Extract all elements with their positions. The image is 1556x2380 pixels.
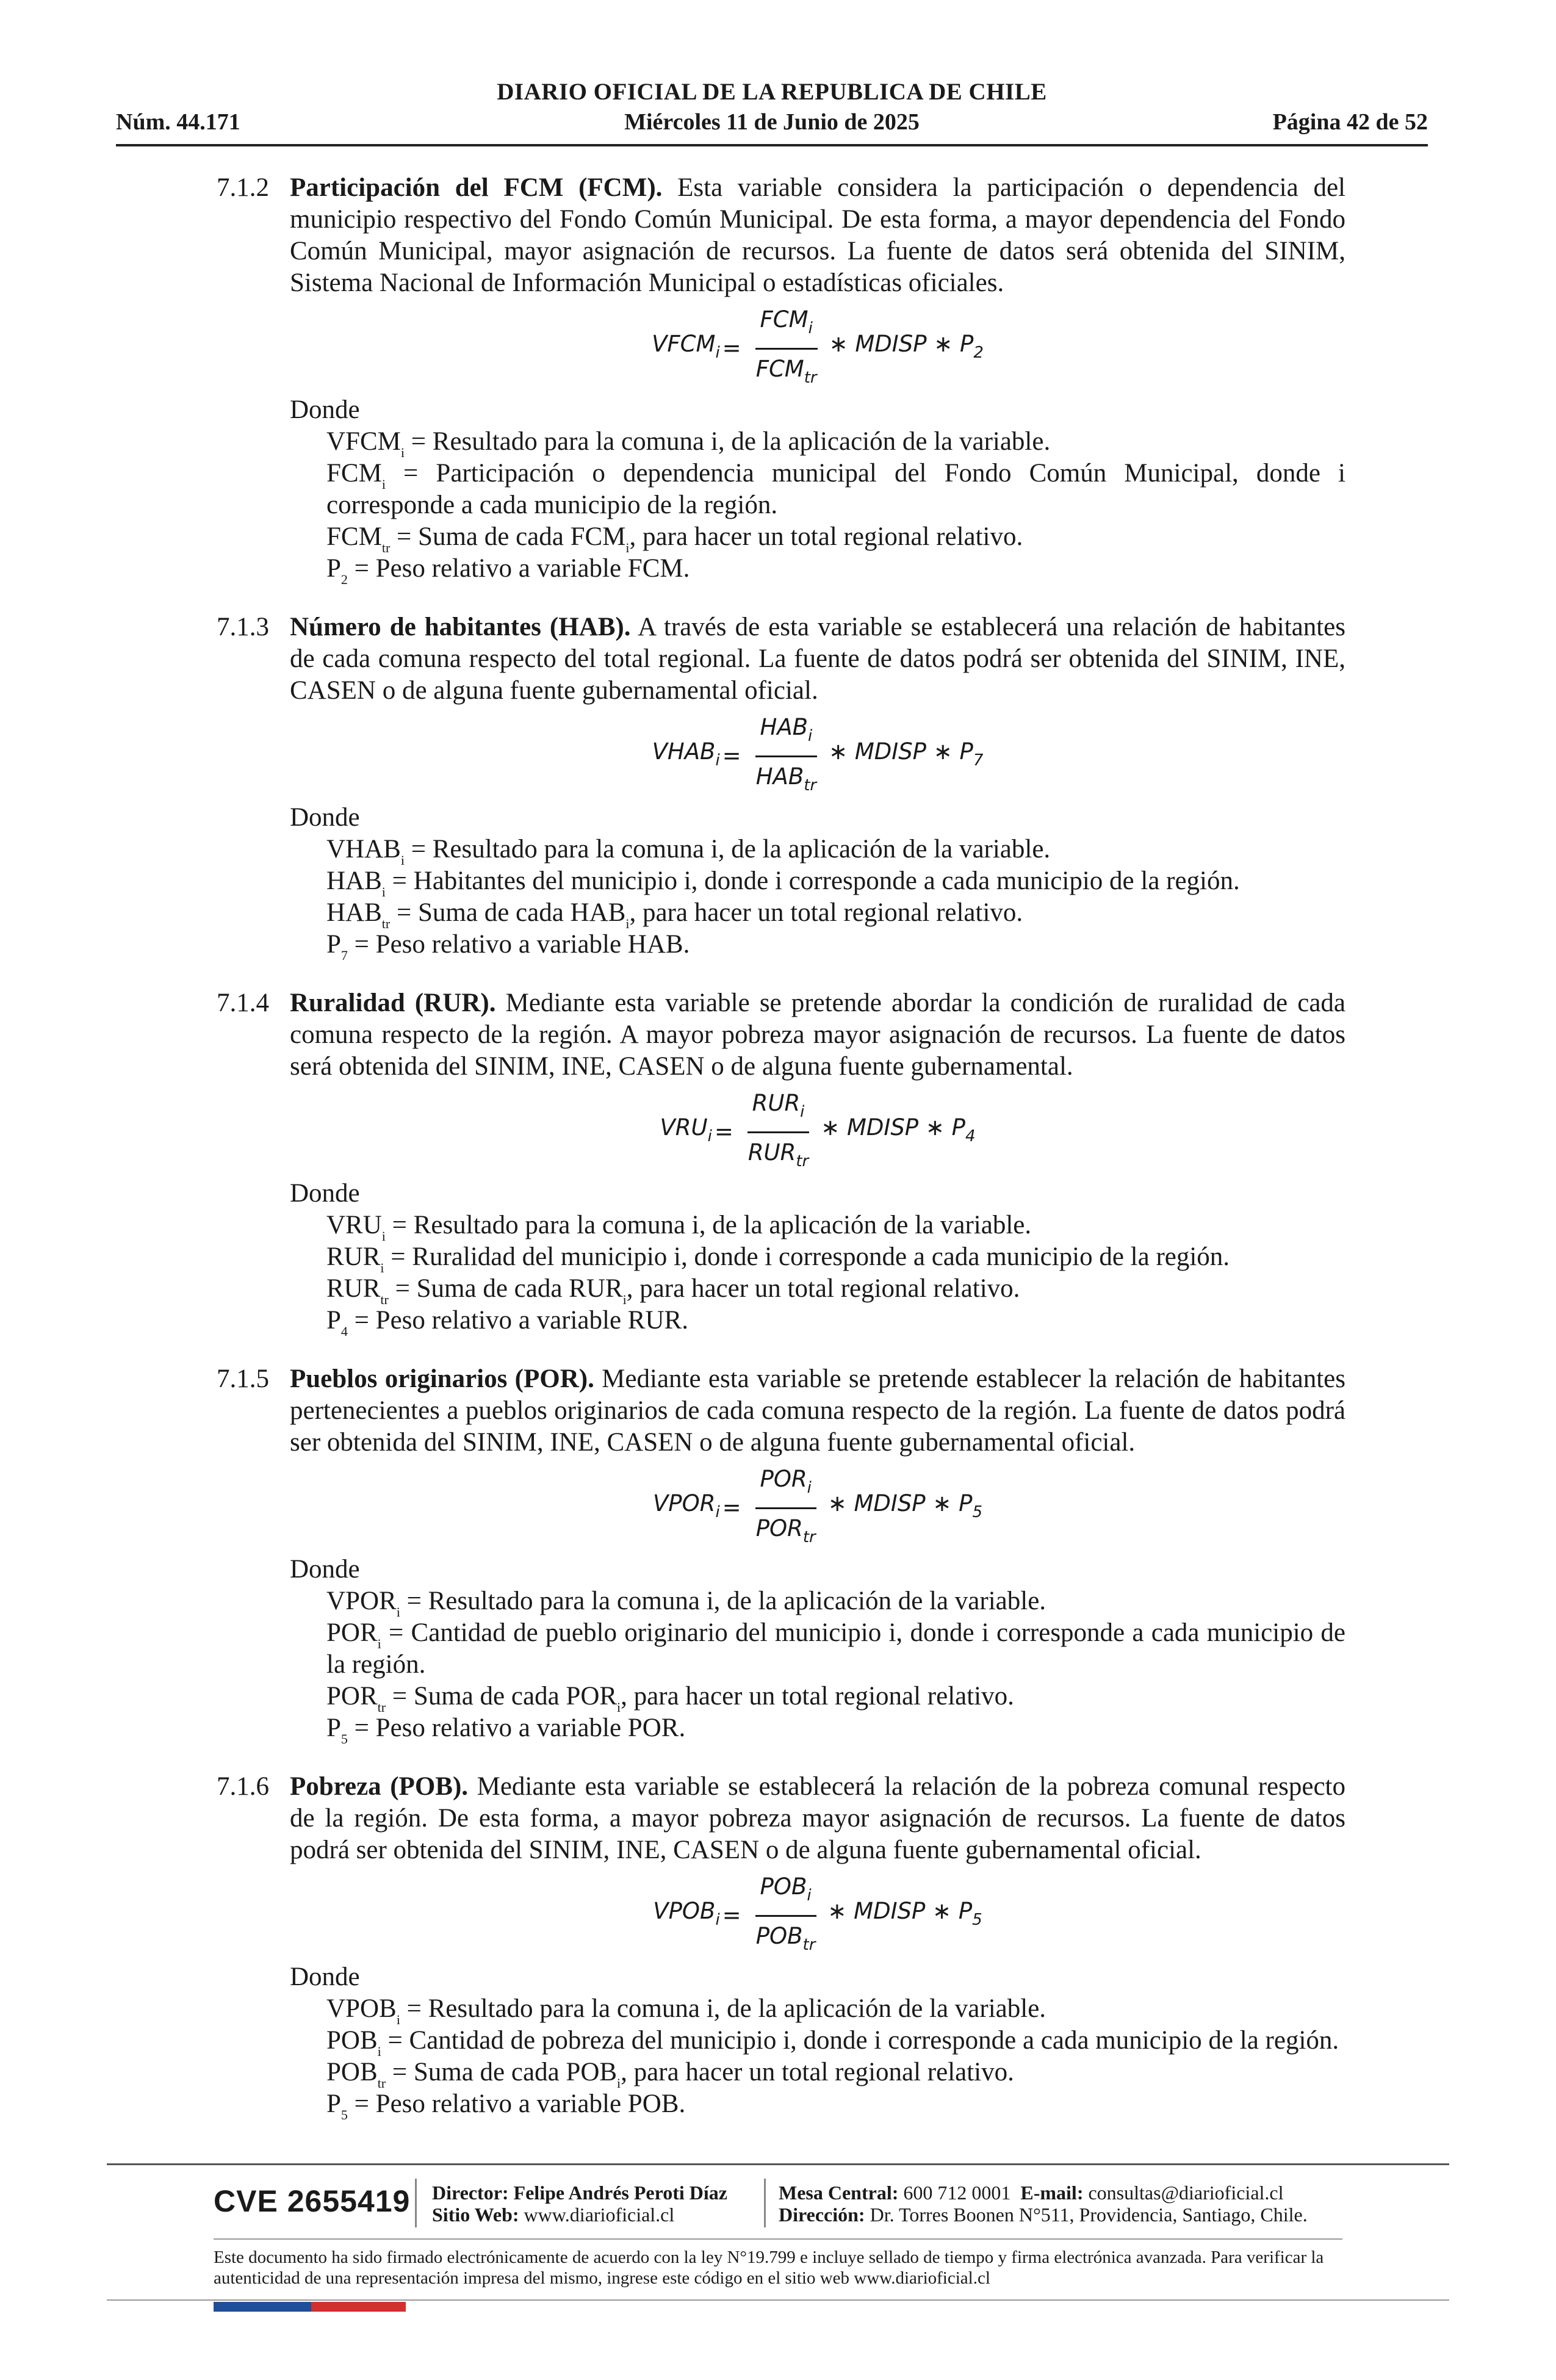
definition-list — [290, 1210, 1345, 1339]
denominator-subscript: tr — [804, 368, 817, 387]
numerator-symbol: RUR — [752, 1089, 801, 1116]
definition-subscript: tr — [381, 540, 391, 555]
formula-rhs — [828, 1488, 982, 1528]
definition-symbol: P — [326, 930, 341, 959]
definition-text: = Suma de cada HAB — [390, 898, 626, 927]
definition-symbol: POR — [326, 1618, 378, 1647]
section-title: Número de habitantes (HAB). — [290, 613, 631, 641]
document-body — [217, 172, 1345, 2147]
definition-text: = Cantidad de pueblo originario del municipio i, donde i corresponde a cada municipio de la región. — [326, 1618, 1345, 1679]
web-link[interactable]: www.diarioficial.cl — [524, 2204, 675, 2226]
formula-fraction — [751, 1463, 821, 1553]
definition-item — [326, 1585, 1345, 1620]
definition-text: = Peso relativo a variable FCM. — [347, 554, 690, 583]
denominator-subscript: tr — [802, 1935, 816, 1954]
section-paragraph — [290, 611, 1345, 707]
formula-rhs-terms: ∗ MDISP ∗ P — [821, 1114, 965, 1141]
section-number: 7.1.2 — [217, 173, 269, 202]
footer-contact-block — [779, 2182, 1308, 2226]
mesa-label: Mesa Central: — [779, 2182, 899, 2204]
formula — [290, 1086, 1345, 1178]
numerator-subscript: i — [808, 319, 813, 337]
section-7-1-6 — [217, 1771, 1345, 2120]
definition-text: = Peso relativo a variable POB. — [347, 2090, 686, 2118]
section-title: Pobreza (POB). — [290, 1772, 469, 1801]
mesa-phone: 600 712 0001 — [903, 2182, 1011, 2204]
formula-rhs-subscript: 5 — [972, 1503, 983, 1521]
definition-symbol: P — [326, 554, 341, 583]
definition-item — [326, 1993, 1345, 2025]
definition-text: = Resultado para la comuna i, de la aplicación de la variable. — [400, 1994, 1046, 2023]
numerator-subscript: i — [808, 726, 813, 745]
address-label: Dirección: — [779, 2204, 865, 2226]
denominator-subscript: tr — [804, 776, 817, 795]
definition-symbol: RUR — [326, 1274, 381, 1303]
formula-lhs-subscript: i — [707, 1127, 712, 1145]
web-label: Sitio Web: — [432, 2204, 519, 2226]
definition-text: = Suma de cada POR — [386, 1682, 618, 1711]
section-title: Ruralidad (RUR). — [290, 989, 496, 1017]
section-7-1-5 — [217, 1363, 1345, 1747]
definition-item — [326, 426, 1345, 458]
page-number: Página 42 de 52 — [1272, 109, 1428, 135]
formula-numerator — [755, 304, 818, 350]
flag-stripe-blue — [214, 2302, 311, 2312]
definition-symbol: VPOR — [326, 1587, 397, 1615]
section-paragraph — [290, 987, 1345, 1083]
page-header — [116, 73, 1428, 146]
definition-subscript: tr — [381, 916, 391, 931]
formula-lhs-symbol: VPOB — [653, 1898, 716, 1924]
numerator-symbol: POR — [760, 1465, 807, 1492]
definition-subscript: i — [625, 540, 630, 555]
definition-item — [326, 1210, 1345, 1244]
numerator-subscript: i — [807, 1886, 812, 1905]
definition-item — [326, 1273, 1345, 1305]
definition-text: = Resultado para la comuna i, de la aplicación de la variable. — [400, 1587, 1046, 1615]
formula-numerator — [755, 1871, 816, 1917]
denominator-symbol: POR — [755, 1515, 803, 1542]
definition-item — [326, 865, 1345, 900]
denominator-symbol: FCM — [755, 355, 804, 382]
definition-text: = Suma de cada RUR — [388, 1274, 623, 1303]
formula-rhs-terms: ∗ MDISP ∗ P — [829, 331, 974, 357]
definition-text: = Resultado para la comuna i, de la aplicación de la variable. — [404, 835, 1051, 864]
definition-item — [326, 2088, 1345, 2120]
formula-rhs-subscript: 2 — [973, 344, 984, 362]
definition-subscript: i — [625, 916, 630, 931]
definition-symbol: HAB — [326, 898, 382, 927]
formula-rhs-subscript: 4 — [965, 1127, 976, 1145]
definition-text: = Cantidad de pobreza del municipio i, donde i corresponde a cada municipio de la región. — [381, 2026, 1339, 2055]
definition-item — [326, 521, 1345, 553]
definition-item — [326, 2057, 1345, 2091]
definition-symbol: POR — [326, 1682, 378, 1711]
formula-lhs-symbol: VHAB — [652, 738, 716, 765]
formula-denominator — [751, 757, 821, 801]
flag-stripe-red — [311, 2302, 406, 2312]
section-number: 7.1.3 — [217, 613, 269, 641]
formula-lhs-symbol: VRU — [660, 1114, 708, 1141]
bottom-divider — [107, 2299, 1449, 2301]
definition-item — [326, 1681, 1345, 1715]
definition-subscript: i — [381, 477, 386, 492]
definition-item — [326, 897, 1345, 929]
footer-director-block — [432, 2182, 727, 2226]
director-name: Felipe Andrés Peroti Díaz — [513, 2182, 727, 2204]
formula-lhs — [652, 736, 720, 776]
definition-item — [326, 929, 1345, 961]
formula-lhs-subscript: i — [715, 751, 720, 770]
formula-numerator — [755, 712, 818, 757]
definition-subscript: i — [377, 2044, 381, 2059]
definition-subscript: tr — [377, 1700, 386, 1715]
formula-numerator — [747, 1087, 810, 1133]
section-paragraph — [290, 1771, 1345, 1866]
definition-subscript: 7 — [340, 948, 348, 963]
formula-fraction — [743, 1087, 813, 1177]
definition-symbol: VRU — [326, 1211, 382, 1239]
numerator-symbol: FCM — [760, 306, 809, 333]
formula-lhs-symbol: VPOR — [652, 1490, 716, 1516]
formula-rhs — [829, 328, 984, 369]
definition-symbol: POB — [326, 2026, 378, 2055]
denominator-symbol: POB — [755, 1922, 803, 1949]
donde-label: Donde — [290, 803, 360, 832]
definition-text: = Suma de cada FCM — [390, 522, 626, 551]
formula — [290, 1462, 1345, 1554]
definition-subscript: i — [617, 1700, 621, 1715]
definition-symbol: VHAB — [326, 835, 401, 864]
formula-lhs — [652, 328, 720, 369]
formula-lhs-subscript: i — [715, 1911, 720, 1929]
formula-equals: = — [722, 1495, 741, 1521]
definition-subscript: 4 — [340, 1324, 348, 1339]
section-text: A través de esta variable se establecerá una relación de habitantes de cada comuna respecto del total regional. La fuente de datos podrá ser obtenida del SINIM, INE, CASEN o de alguna fuente gubernamental oficial. — [290, 613, 1345, 705]
definition-subscript: 5 — [340, 2107, 348, 2122]
definition-symbol: P — [326, 1714, 341, 1742]
definition-symbol: FCM — [326, 522, 382, 551]
section-7-1-3 — [217, 611, 1345, 961]
definition-symbol: FCM — [326, 459, 382, 488]
section-number: 7.1.4 — [217, 989, 269, 1017]
formula-fraction — [751, 712, 821, 801]
issue-number: Núm. 44.171 — [116, 109, 240, 135]
legal-notice: Este documento ha sido firmado electrónicamente de acuerdo con la ley N°19.799 e incluye sellado de tiempo y firma electrónica avanzada. Para verificar la autenticidad de una representación impresa del mismo, ingrese este código en el sitio web www.diarioficial.cl — [214, 2248, 1324, 2288]
definition-subscript: i — [400, 853, 405, 868]
definition-text: = Peso relativo a variable HAB. — [347, 930, 690, 959]
denominator-symbol: HAB — [755, 763, 804, 790]
donde-label: Donde — [290, 395, 360, 424]
denominator-symbol: RUR — [747, 1139, 796, 1166]
formula-rhs — [821, 1112, 975, 1152]
definition-text: = Resultado para la comuna i, de la aplicación de la variable. — [405, 427, 1051, 456]
definition-subscript: tr — [377, 2075, 386, 2091]
definition-item — [326, 2025, 1345, 2057]
formula-denominator — [751, 1509, 821, 1553]
formula-equals: = — [722, 1902, 741, 1928]
formula-rhs-subscript: 5 — [972, 1911, 982, 1929]
formula-lhs — [660, 1112, 711, 1152]
definition-subscript: i — [377, 1636, 381, 1651]
footer-divider-secondary — [214, 2238, 1342, 2240]
formula-rhs-terms: ∗ MDISP ∗ P — [827, 1898, 973, 1924]
formula-lhs-subscript: i — [715, 344, 720, 362]
section-text: Mediante esta variable se pretende establecer la relación de habitantes pertenecientes a pueblos originarios de cada comuna respecto de la región. La fuente de datos podrá ser obtenida del SINIM, INE, CASEN o de alguna fuente gubernamental oficial. — [290, 1365, 1345, 1457]
formula-numerator — [755, 1463, 816, 1509]
definition-list — [290, 426, 1345, 585]
footer-separator — [764, 2179, 766, 2227]
definition-text: , para hacer un total regional relativo. — [626, 1274, 1020, 1303]
newspaper-title: DIARIO OFICIAL DE LA REPUBLICA DE CHILE — [497, 79, 1047, 105]
definition-symbol: RUR — [326, 1242, 381, 1271]
cve-code: CVE 2655419 — [214, 2184, 411, 2218]
formula-lhs-subscript: i — [715, 1503, 720, 1521]
definition-text: , para hacer un total regional relativo. — [621, 2058, 1014, 2086]
section-paragraph — [290, 1363, 1345, 1459]
definition-text: , para hacer un total regional relativo. — [629, 522, 1023, 551]
section-text: Esta variable considera la participación o dependencia del municipio respectivo del Fondo Común Municipal. De esta forma, a mayor dependencia del Fondo Común Municipal, mayor asignación de recursos. La fuente de datos será obtenida del SINIM, Sistema Nacional de Información Municipal o estadísticas oficiales. — [290, 173, 1345, 297]
definition-subscript: 2 — [340, 572, 348, 587]
footer-divider — [107, 2163, 1449, 2165]
definition-subscript: 5 — [340, 1731, 348, 1747]
section-7-1-4 — [217, 987, 1345, 1339]
director-label: Director: — [432, 2182, 509, 2204]
definition-subscript: i — [622, 1292, 627, 1307]
definition-subscript: i — [396, 2012, 400, 2027]
section-paragraph — [290, 172, 1345, 299]
definition-text: = Habitantes del municipio i, donde i corresponde a cada municipio de la región. — [385, 867, 1240, 895]
numerator-subscript: i — [807, 1478, 812, 1497]
formula-equals: = — [722, 335, 741, 361]
formula-equals: = — [722, 743, 741, 769]
issue-date: Miércoles 11 de Junio de 2025 — [624, 109, 920, 135]
definition-text: , para hacer un total regional relativo. — [629, 898, 1023, 927]
donde-label: Donde — [290, 1179, 360, 1208]
definition-symbol: P — [326, 2090, 341, 2118]
definition-item — [326, 1712, 1345, 1747]
definition-text: = Peso relativo a variable RUR. — [347, 1306, 688, 1335]
footer-separator — [415, 2179, 417, 2227]
formula — [290, 303, 1345, 394]
definition-text: = Peso relativo a variable POR. — [347, 1714, 686, 1742]
definition-subscript: tr — [380, 1292, 389, 1307]
donde-label: Donde — [290, 1555, 360, 1584]
definition-list — [290, 1585, 1345, 1747]
formula-rhs-terms: ∗ MDISP ∗ P — [829, 738, 973, 765]
formula-rhs — [827, 1895, 982, 1936]
denominator-subscript: tr — [796, 1152, 809, 1170]
section-text: Mediante esta variable se pretende abordar la condición de ruralidad de cada comuna respecto de la región. A mayor pobreza mayor asignación de recursos. La fuente de datos será obtenida del SINIM, INE, CASEN o de alguna fuente gubernamental. — [290, 989, 1345, 1081]
formula-denominator — [751, 350, 822, 394]
address: Dr. Torres Boonen N°511, Providencia, Santiago, Chile. — [870, 2204, 1308, 2226]
formula — [290, 1870, 1345, 1961]
numerator-symbol: POB — [760, 1873, 807, 1900]
formula-lhs-symbol: VFCM — [652, 331, 716, 357]
formula-denominator — [751, 1917, 821, 1961]
formula — [290, 710, 1345, 802]
section-number: 7.1.5 — [217, 1365, 269, 1393]
definition-text: = Ruralidad del municipio i, donde i corresponde a cada municipio de la región. — [384, 1242, 1230, 1271]
formula-lhs — [653, 1488, 720, 1528]
numerator-subscript: i — [800, 1102, 805, 1121]
definition-symbol: P — [326, 1306, 341, 1335]
section-title: Participación del FCM (FCM). — [290, 173, 663, 202]
definition-item — [326, 834, 1345, 868]
section-number: 7.1.6 — [217, 1772, 269, 1801]
numerator-symbol: HAB — [760, 713, 809, 740]
email-link[interactable]: consultas@diarioficial.cl — [1088, 2182, 1284, 2204]
denominator-subscript: tr — [802, 1527, 816, 1546]
formula-rhs — [829, 736, 983, 776]
definition-text: = Resultado para la comuna i, de la aplicación de la variable. — [385, 1211, 1032, 1239]
definition-symbol: VPOB — [326, 1994, 397, 2023]
definition-item — [326, 1241, 1345, 1273]
email-label: E-mail: — [1020, 2182, 1084, 2204]
definition-item — [326, 1617, 1345, 1681]
section-title: Pueblos originarios (POR). — [290, 1365, 594, 1393]
definition-symbol: VFCM — [326, 427, 401, 456]
definition-subscript: i — [381, 1228, 386, 1244]
formula-denominator — [743, 1133, 813, 1177]
definition-text: = Participación o dependencia municipal del Fondo Común Municipal, donde i corresponde a cada municipio de la región. — [326, 459, 1345, 519]
formula-fraction — [751, 1871, 821, 1961]
definition-list — [290, 1993, 1345, 2120]
definition-item — [326, 458, 1345, 521]
formula-lhs — [653, 1895, 719, 1936]
definition-subscript: i — [380, 1260, 384, 1275]
definition-list — [290, 834, 1345, 961]
donde-label: Donde — [290, 1963, 360, 1991]
definition-subscript: i — [400, 445, 405, 460]
definition-symbol: POB — [326, 2058, 378, 2086]
section-7-1-2 — [217, 172, 1345, 585]
definition-text: , para hacer un total regional relativo. — [621, 1682, 1014, 1711]
definition-subscript: i — [617, 2075, 621, 2091]
definition-subscript: i — [381, 884, 386, 900]
definition-symbol: HAB — [326, 867, 382, 895]
formula-fraction — [751, 304, 822, 394]
definition-item — [326, 553, 1345, 585]
section-text: Mediante esta variable se establecerá la relación de la pobreza comunal respecto de la región. De esta forma, a mayor pobreza mayor asignación de recursos. La fuente de datos podrá ser obtenida del SINIM, INE, CASEN o de alguna fuente gubernamental oficial. — [290, 1772, 1345, 1864]
formula-rhs-terms: ∗ MDISP ∗ P — [827, 1490, 973, 1516]
formula-equals: = — [714, 1119, 733, 1145]
definition-subscript: i — [396, 1604, 400, 1620]
definition-item — [326, 1305, 1345, 1339]
definition-text: = Suma de cada POB — [386, 2058, 618, 2086]
formula-rhs-subscript: 7 — [973, 751, 984, 770]
